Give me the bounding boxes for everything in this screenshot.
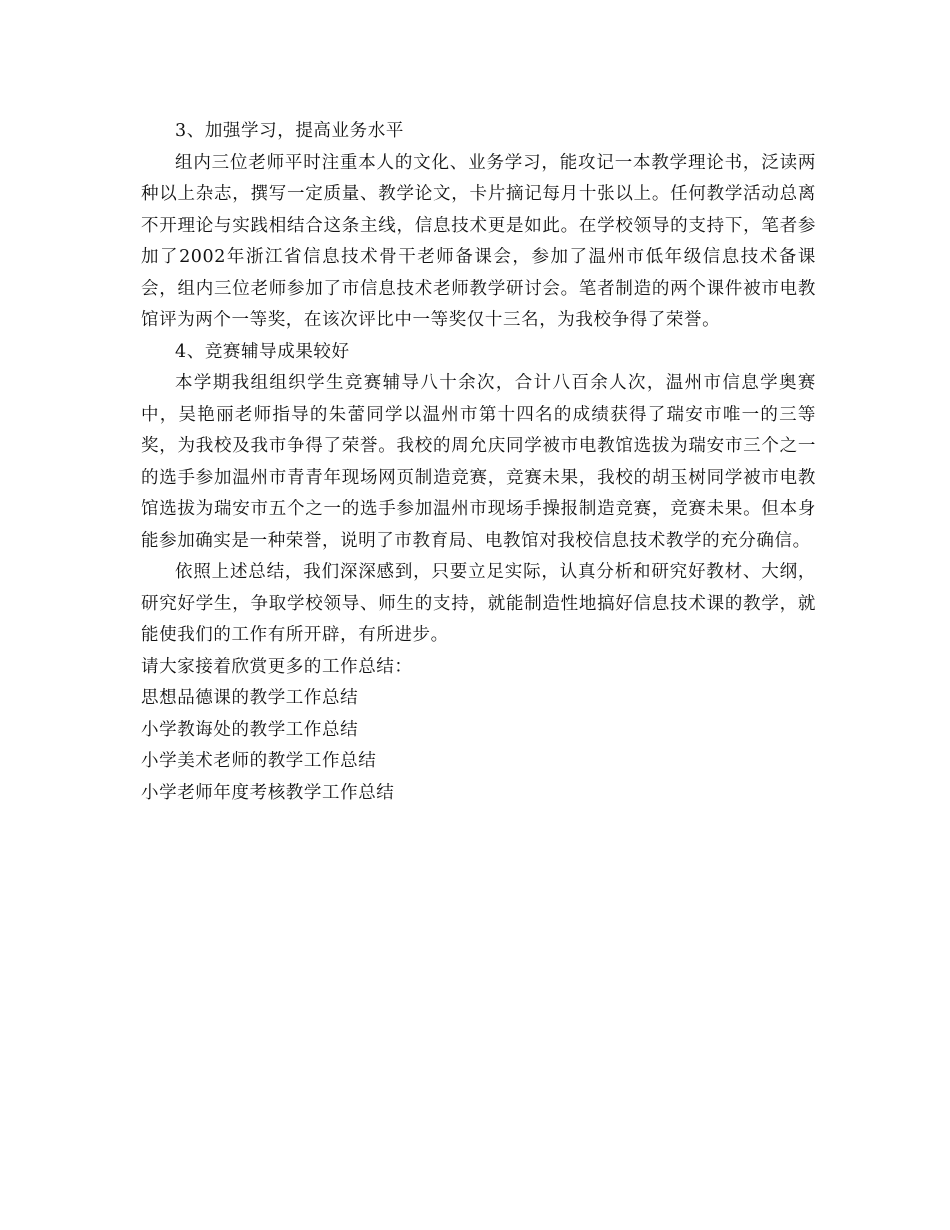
related-link-moral-education[interactable]: 思想品德课的教学工作总结: [141, 688, 359, 708]
section-heading-competition: 4、竞赛辅导成果较好: [175, 341, 350, 362]
paragraph-study: 组内三位老师平时注重本人的文化、业务学习，能攻记一本教学理论书，泛读两种以上杂志，撰写一定质量、教学论文，卡片摘记每月十张以上。任何教学活动总离不开理论与实践相结合这条主线，信息技术更是如此。在学校领导的支持下，笔者参加了2002年浙江省信息技术骨干老师备课会，参加了温州市低年级信息技术备课会，组内三位老师参加了市信息技术老师教学研讨会。笔者制造的两个课件被市电教馆评为两个一等奖，在该次评比中一等奖仅十三名，为我校争得了荣誉。: [141, 152, 816, 330]
more-summaries-intro: 请大家接着欣赏更多的工作总结：: [141, 656, 413, 677]
document-body: [141, 116, 816, 809]
related-links-list: [141, 683, 816, 809]
paragraph-competition: 本学期我组组织学生竞赛辅导八十余次，合计八百余人次，温州市信息学奥赛中，吴艳丽老师指导的朱蕾同学以温州市第十四名的成绩获得了瑞安市唯一的三等奖，为我校及我市争得了荣誉。我校的周允庆同学被市电教馆选拔为瑞安市三个之一的选手参加温州市青青年现场网页制造竞赛，竞赛未果，我校的胡玉树同学被市电教馆选拔为瑞安市五个之一的选手参加温州市现场手操报制造竞赛，竞赛未果。但本身能参加确实是一种荣誉，说明了市教育局、电教馆对我校信息技术教学的充分确信。: [141, 373, 816, 551]
section-heading-study: 3、加强学习，提高业务水平: [175, 121, 404, 141]
related-link-art-teacher[interactable]: 小学美术老师的教学工作总结: [141, 751, 377, 771]
paragraph-conclusion: 依照上述总结，我们深深感到，只要立足实际，认真分析和研究好教材、大纲，研究好学生，争取学校领导、师生的支持，就能制造性地搞好信息技术课的教学，就能使我们的工作有所开辟，有所进步。: [141, 562, 816, 645]
related-link-annual-assessment[interactable]: 小学老师年度考核教学工作总结: [141, 782, 395, 803]
related-link-teaching-office[interactable]: 小学教诲处的教学工作总结: [141, 719, 359, 740]
